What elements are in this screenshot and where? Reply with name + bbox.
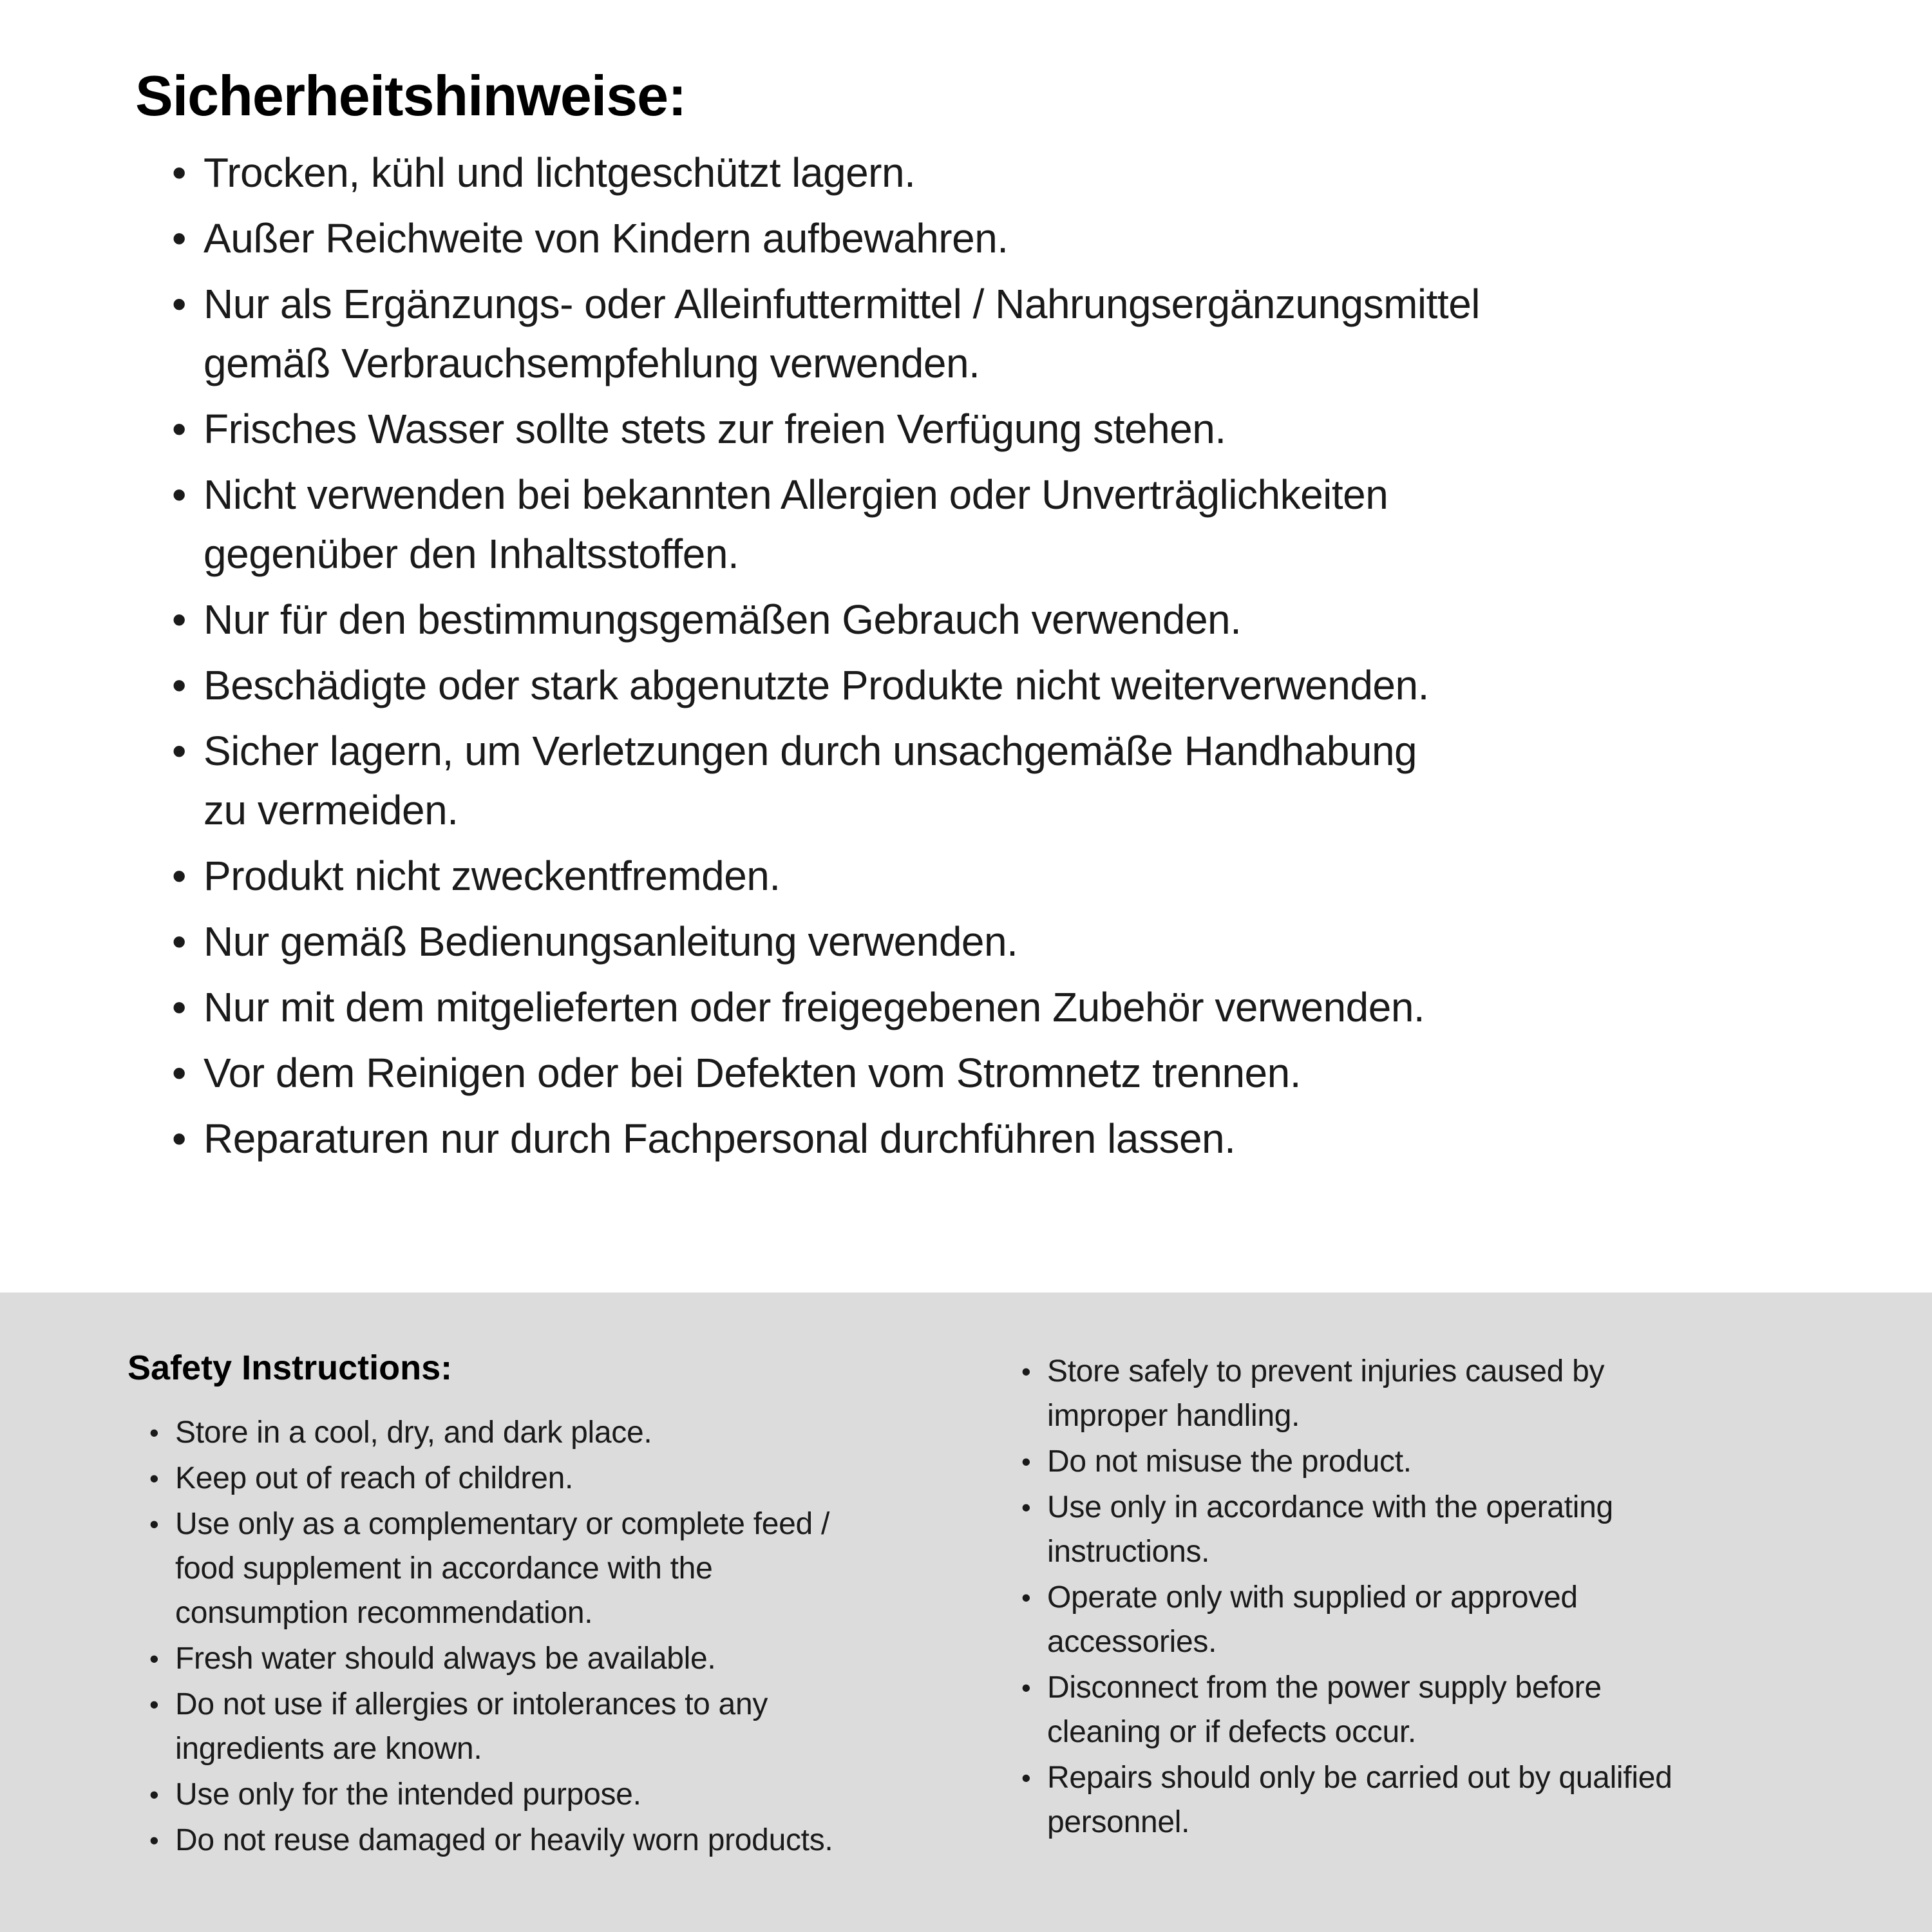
list-item: • Store safely to prevent injuries caused by improper handling. — [1021, 1349, 1897, 1438]
english-heading: Safety Instructions: — [128, 1349, 453, 1387]
list-item: • Do not reuse damaged or heavily worn products. — [149, 1818, 1006, 1862]
list-item: • Do not misuse the product. — [1021, 1439, 1897, 1484]
list-item: • Nur gemäß Bedienungsanleitung verwenden. — [172, 912, 1859, 971]
list-item: • Disconnect from the power supply before cleaning or if defects occur. — [1021, 1665, 1897, 1754]
list-item: • Außer Reichweite von Kindern aufbewahren. — [172, 209, 1859, 268]
list-item: • Nicht verwenden bei bekannten Allergien oder Unverträglichkeiten gegenüber den Inhaltsstoffen. — [172, 465, 1859, 583]
english-right-column-list — [1021, 1349, 1897, 1846]
list-item: • Sicher lagern, um Verletzungen durch unsachgemäße Handhabung zu vermeiden. — [172, 721, 1859, 840]
list-item: • Keep out of reach of children. — [149, 1456, 1006, 1501]
list-item: • Nur für den bestimmungsgemäßen Gebrauch verwenden. — [172, 590, 1859, 649]
list-item: • Frisches Wasser sollte stets zur freien Verfügung stehen. — [172, 399, 1859, 459]
german-safety-list — [172, 143, 1859, 1175]
list-item: • Do not use if allergies or intolerances to any ingredients are known. — [149, 1682, 1006, 1771]
list-item: • Use only as a complementary or complete feed / food supplement in accordance with the consumption recommendation. — [149, 1502, 1006, 1635]
list-item: • Store in a cool, dry, and dark place. — [149, 1410, 1006, 1455]
english-left-column-list — [149, 1410, 1006, 1864]
list-item: • Beschädigte oder stark abgenutzte Produkte nicht weiterverwenden. — [172, 656, 1859, 715]
list-item: • Fresh water should always be available. — [149, 1636, 1006, 1681]
list-item: • Reparaturen nur durch Fachpersonal durchführen lassen. — [172, 1109, 1859, 1168]
list-item: • Operate only with supplied or approved accessories. — [1021, 1575, 1897, 1664]
list-item: • Nur mit dem mitgelieferten oder freigegebenen Zubehör verwenden. — [172, 978, 1859, 1037]
list-item: • Produkt nicht zweckentfremden. — [172, 846, 1859, 905]
list-item: • Repairs should only be carried out by qualified personnel. — [1021, 1756, 1897, 1844]
list-item: • Use only for the intended purpose. — [149, 1772, 1006, 1817]
list-item: • Use only in accordance with the operating instructions. — [1021, 1485, 1897, 1574]
list-item: • Trocken, kühl und lichtgeschützt lagern. — [172, 143, 1859, 202]
list-item: • Vor dem Reinigen oder bei Defekten vom Stromnetz trennen. — [172, 1043, 1859, 1103]
list-item: • Nur als Ergänzungs- oder Alleinfuttermittel / Nahrungsergänzungsmittel gemäß Verbrauchsempfehlung verwenden. — [172, 274, 1859, 393]
german-title: Sicherheitshinweise: — [135, 64, 687, 128]
